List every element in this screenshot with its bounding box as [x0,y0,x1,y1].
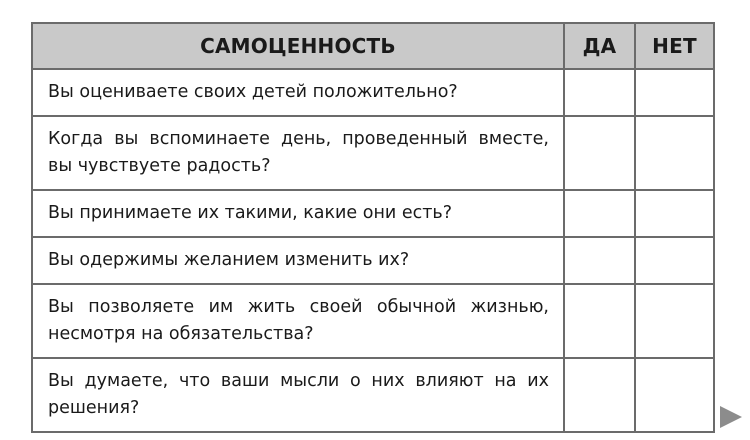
table-row [32,358,714,432]
question-text: Вы оцениваете своих детей положительно? [32,69,564,116]
yes-checkbox-cell[interactable] [564,284,635,358]
header-yes: ДА [564,23,635,69]
header-title: САМОЦЕННОСТЬ [32,23,564,69]
table-row [32,237,714,284]
yes-checkbox-cell[interactable] [564,69,635,116]
yes-checkbox-cell[interactable] [564,237,635,284]
question-text: Вы думаете, что ваши мысли о них влияют на их решения? [32,358,564,432]
yes-checkbox-cell[interactable] [564,116,635,190]
question-text: Когда вы вспоминаете день, проведенный вместе, вы чувствуете радость? [32,116,564,190]
table-row [32,284,714,358]
no-checkbox-cell[interactable] [635,237,714,284]
no-checkbox-cell[interactable] [635,69,714,116]
table-row [32,116,714,190]
table-row [32,190,714,237]
self-worth-questionnaire-table [31,22,715,433]
next-page-arrow-icon[interactable] [720,406,742,428]
table-row [32,69,714,116]
question-text: Вы позволяете им жить своей обычной жизнью, несмотря на обязательства? [32,284,564,358]
question-text: Вы одержимы желанием изменить их? [32,237,564,284]
table-header-row [32,23,714,69]
question-text: Вы принимаете их такими, какие они есть? [32,190,564,237]
header-no: НЕТ [635,23,714,69]
no-checkbox-cell[interactable] [635,358,714,432]
yes-checkbox-cell[interactable] [564,358,635,432]
yes-checkbox-cell[interactable] [564,190,635,237]
no-checkbox-cell[interactable] [635,190,714,237]
no-checkbox-cell[interactable] [635,284,714,358]
no-checkbox-cell[interactable] [635,116,714,190]
